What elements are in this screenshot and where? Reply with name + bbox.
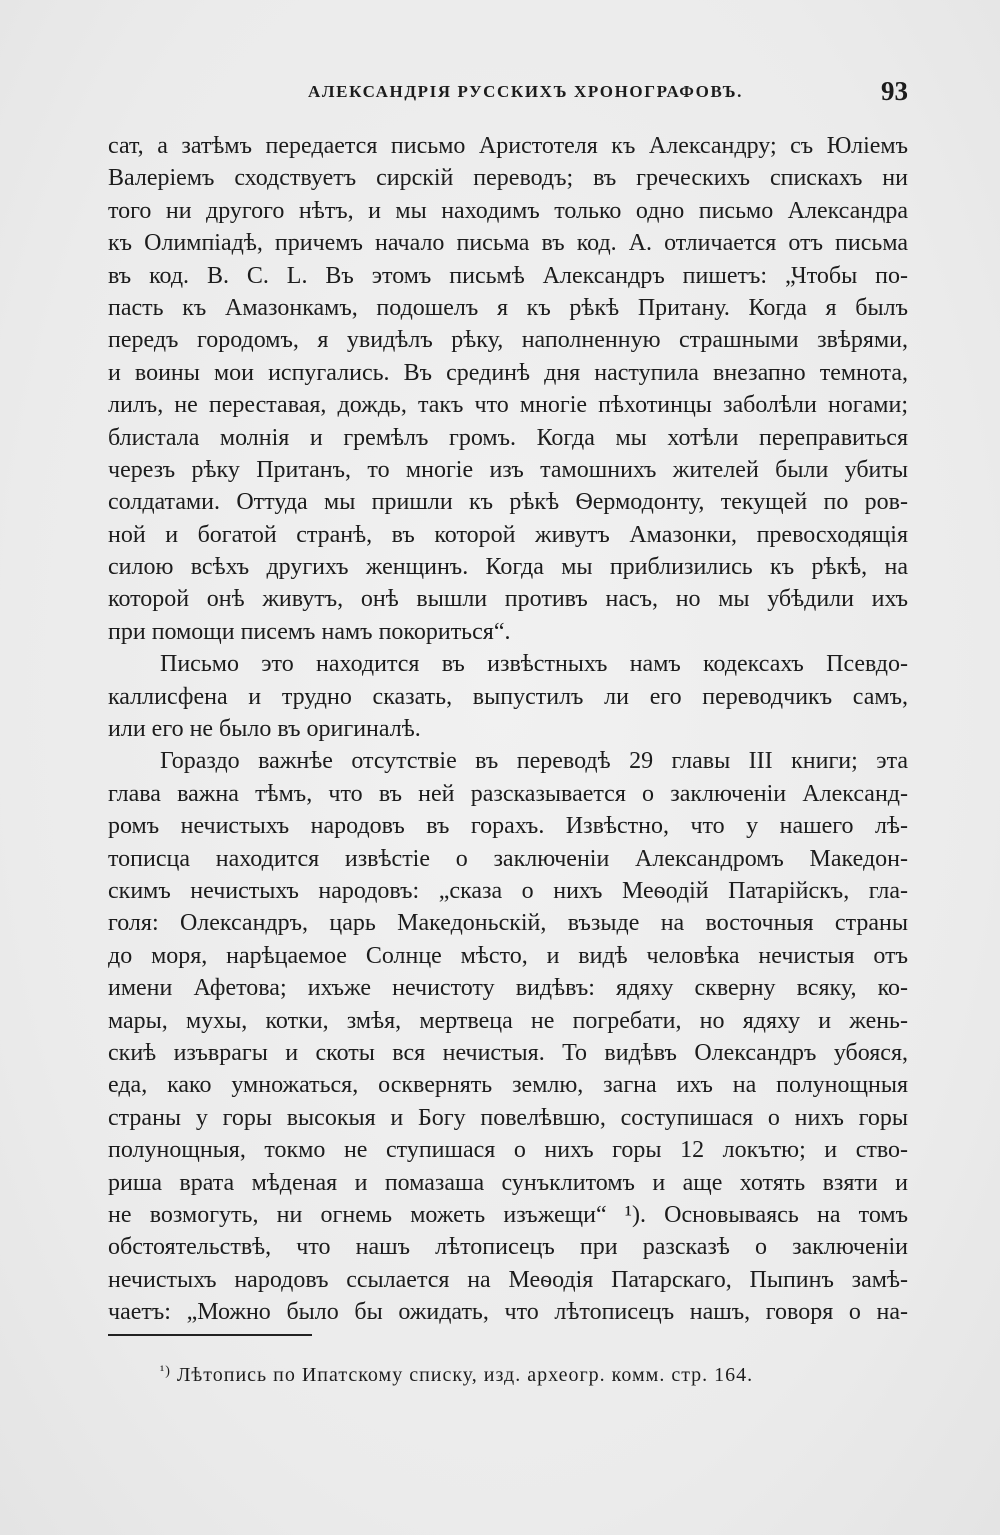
text-line: силою всѣхъ другихъ женщинъ. Когда мы приблизились къ рѣкѣ, на xyxy=(108,554,908,581)
text-line: пасть къ Амазонкамъ, подошелъ я къ рѣкѣ Притану. Когда я былъ xyxy=(108,294,908,321)
text-line: чаетъ: „Можно было бы ожидать, что лѣтописецъ нашъ, говоря о на- xyxy=(108,1299,908,1326)
footnote-marker: ¹) xyxy=(160,1364,171,1379)
text-line: блистала молнія и гремѣлъ громъ. Когда мы хотѣли переправиться xyxy=(108,424,908,451)
footnote-rule xyxy=(108,1334,312,1336)
page-number: 93 xyxy=(881,76,908,106)
text-line: не возмогуть, ни огнемь можеть изъжещи“ ¹). Основываясь на томъ xyxy=(108,1201,908,1228)
text-line: риша врата мѣденая и помазаша сунъклитомъ и аще хотять взяти и xyxy=(108,1169,908,1196)
text-line: ромъ нечистыхъ народовъ въ горахъ. Извѣстно, что у нашего лѣ- xyxy=(108,813,908,840)
text-line: того ни другого нѣтъ, и мы находимъ только одно письмо Александра xyxy=(108,197,908,224)
text-line: передъ городомъ, я увидѣлъ рѣку, наполненную страшными звѣрями, xyxy=(108,327,908,354)
text-line: тописца находится извѣстіе о заключеніи Александромъ Македон- xyxy=(108,845,908,872)
text-line: черезъ рѣку Пританъ, то многіе изъ тамошнихъ жителей были убиты xyxy=(108,456,908,483)
text-line: скиѣ изъврагы и скоты вся нечистыя. То видѣвъ Олександръ убояся, xyxy=(108,1039,908,1066)
text-line: глава важна тѣмъ, что въ ней разсказывается о заключеніи Александ- xyxy=(108,780,908,807)
body-text xyxy=(108,130,908,1328)
text-line: сат, а затѣмъ передается письмо Аристотеля къ Александру; съ Юліемъ xyxy=(108,133,908,159)
footnote-text: Лѣтопись по Ипатскому списку, изд. археогр. комм. стр. 164. xyxy=(176,1364,754,1386)
text-line: каллисфена и трудно сказать, выпустилъ ли его переводчикъ самъ, xyxy=(108,683,908,710)
text-line: еда, како умножаться, осквернять землю, загна ихъ на полунощныя xyxy=(108,1072,908,1099)
text-line: къ Олимпіадѣ, причемъ начало письма въ код. А. отличается отъ письма xyxy=(108,230,908,257)
text-line: имени Афетова; ихъже нечистоту видѣвъ: ядяху скверну всяку, ко- xyxy=(108,975,908,1002)
text-line: нечистыхъ народовъ ссылается на Меѳодія Патарскаго, Пыпинъ замѣ- xyxy=(108,1266,908,1293)
text-line: или его не было въ оригиналѣ. xyxy=(108,716,421,743)
text-line: и воины мои испугались. Въ срединѣ дня наступила внезапно темнота, xyxy=(108,359,908,386)
text-line: Валеріемъ сходствуетъ сирскій переводъ; въ греческихъ спискахъ ни xyxy=(108,165,908,192)
text-line: голя: Олександръ, царь Македоньскій, възыде на восточныя страны xyxy=(108,910,908,937)
text-line: Гораздо важнѣе отсутствіе въ переводѣ 29 главы III книги; эта xyxy=(160,748,908,775)
text-line: полунощныя, токмо не ступишася о нихъ горы 12 локътю; и ство- xyxy=(108,1137,908,1164)
text-line: обстоятельствѣ, что нашъ лѣтописецъ при разсказѣ о заключеніи xyxy=(108,1234,908,1261)
footnote xyxy=(160,1364,753,1387)
running-head xyxy=(108,76,908,110)
text-line: Письмо это находится въ извѣстныхъ намъ кодексахъ Псевдо- xyxy=(160,651,908,678)
text-line: въ код. В. С. L. Въ этомъ письмѣ Александръ пишетъ: „Чтобы по- xyxy=(108,262,908,289)
text-line: страны у горы высокыя и Богу повелѣвшю, соступишася о нихъ горы xyxy=(108,1104,908,1131)
text-line: до моря, нарѣцаемое Солнце мѣсто, и видѣ человѣка нечистыя отъ xyxy=(108,942,908,969)
text-line: при помощи писемъ намъ покориться“. xyxy=(108,618,511,645)
text-line: скимъ нечистыхъ народовъ: „сказа о нихъ Меѳодій Патарійскъ, гла- xyxy=(108,877,908,904)
running-title: АЛЕКСАНДРІЯ РУССКИХЪ ХРОНОГРАФОВЪ. xyxy=(308,82,743,101)
text-line: лилъ, не переставая, дождь, такъ что многіе пѣхотинцы заболѣли ногами; xyxy=(108,392,908,419)
text-line: ной и богатой странѣ, въ которой живутъ Амазонки, превосходящія xyxy=(108,521,908,548)
text-line: солдатами. Оттуда мы пришли къ рѣкѣ Ѳермодонту, текущей по ров- xyxy=(108,489,908,516)
text-line: мары, мухы, котки, змѣя, мертвеца не погребати, но ядяху и жень- xyxy=(108,1007,908,1034)
text-line: которой онѣ живутъ, онѣ вышли противъ насъ, но мы убѣдили ихъ xyxy=(108,586,908,613)
